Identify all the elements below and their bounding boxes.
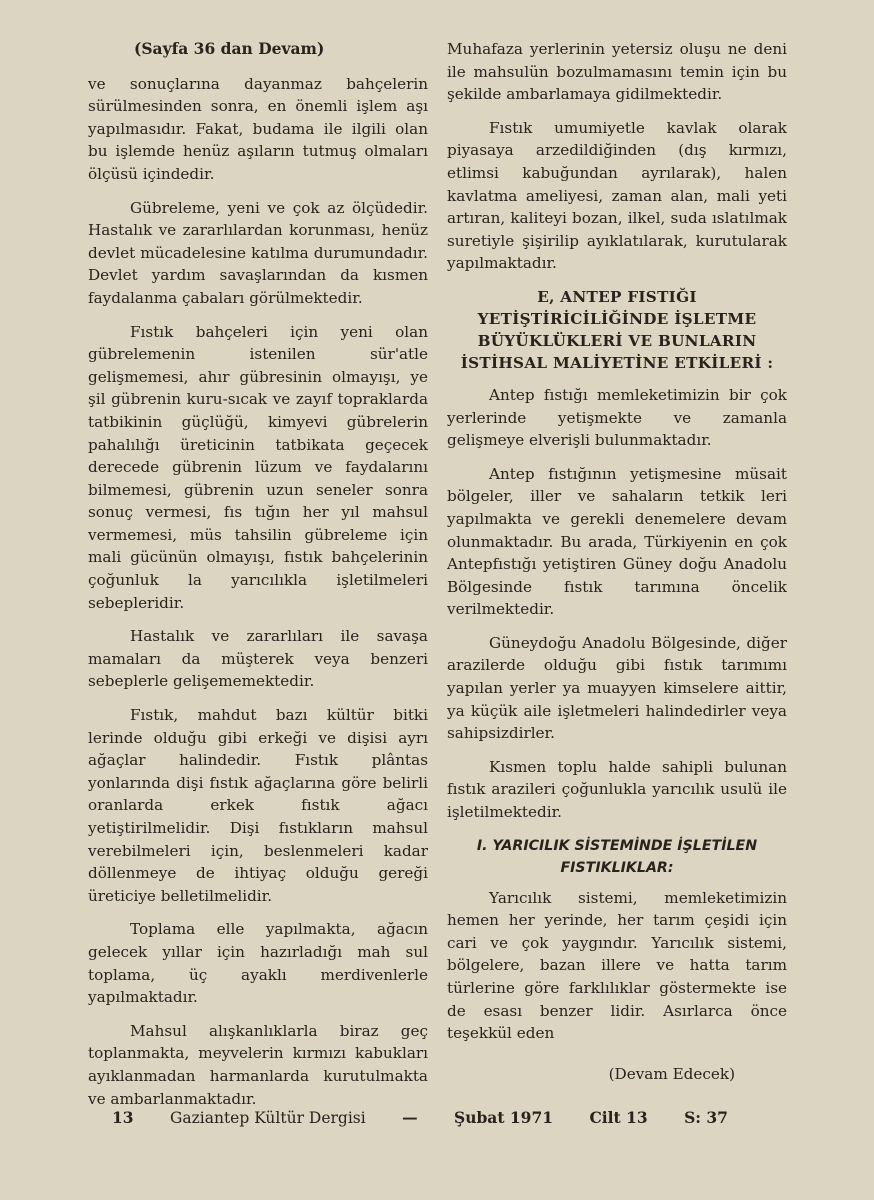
paragraph: Güneydoğu Anadolu Bölgesinde, diğer arazilerde olduğu gibi fıstık tarımımı yapılan yerler ya muayyen kimselere aittir, ya küçük aile işletmeleri halindedirler veya sahipsizdirler.: [447, 633, 787, 743]
paragraph: Antep fıstığı memleketimizin bir çok yerlerinde yetişmekte ve zamanla gelişmeye elverişli bulunmaktadır.: [447, 385, 787, 450]
paragraph: Fıstık umumiyetle kavlak olarak piyasaya arzedildiğinden (dış kırmızı, etlimsi kabuğundan ayrılarak), halen kavlatma ameliyesi, zaman alan, mali yeti artıran, kaliteyi bozan, ilkel, suda ıslatılmak suretiyle şişirilip ayıklatılarak, kurutularak yapılmaktadır.: [447, 118, 787, 273]
page-number: 13: [112, 1108, 134, 1127]
paragraph: Toplama elle yapılmakta, ağacın gelecek yıllar için hazırladığı mah sul toplama, üç ayaklı merdivenlerle yapılmaktadır.: [88, 920, 428, 1007]
issue-number: S: 37: [684, 1108, 728, 1127]
continued-note: (Devam Edecek): [608, 1064, 735, 1083]
paragraph: Fıstık, mahdut bazı kültür bitki lerinde olduğu gibi erkeği ve dişisi ayrı ağaçlar halindedir. Fıstık plântas yonlarında dişi fıstık ağaçlarına göre belirli oranlarda erkek fıstık ağacı yetiştirilmelidir. Dişi fıstıkların mahsul verebilmeleri için, beslenmeleri kadar döllenmeye de ihtiyaç olduğu gereği üreticiye belletilmelidir.: [88, 706, 428, 905]
page-footer: [112, 1108, 728, 1127]
paragraph: Hastalık ve zararlıları ile savaşa mamaları da müşterek veya benzeri sebeplerle gelişememektedir.: [88, 627, 428, 691]
volume: Cilt 13: [589, 1108, 648, 1127]
paragraph: Kısmen toplu halde sahipli bulunan fıstık arazileri çoğunlukla yarıcılık usulü ile işletilmektedir.: [447, 757, 787, 822]
paragraph: Muhafaza yerlerinin yetersiz oluşu ne deni ile mahsulün bozulmamasını temin için bu şekilde ambarlamaya gidilmektedir.: [447, 40, 787, 104]
paragraph: Fıstık bahçeleri için yeni olan gübrelemenin istenilen sür'atle gelişmemesi, ahır gübresinin olmayışı, ye şil gübrenin kuru-sıcak ve zayıf topraklarda tatbikinin güçlüğü, kimyevi gübrelerin pahalılığı üreticinin tatbikata geçecek derecede gübrenin lüzum ve faydalarını bilmemesi, gübrenin uzun seneler sonra sonuç vermesi, fıs tığın her yıl mahsul vermemesi, müs tahsilin gübreleme için mali gücünün olmayışı, fıstık bahçelerinin çoğunluk la yarıcılıkla işletilmeleri sebepleridir.: [88, 322, 428, 612]
paragraph: ve sonuçlarına dayanmaz bahçelerin sürülmesinden sonra, en önemli işlem aşı yapılmasıdır. Fakat, budama ile ilgili olan bu işlemde henüz aşıların tutmuş olmaları ölçüsü içindedir.: [88, 74, 428, 183]
issue-date: Şubat 1971: [454, 1108, 554, 1127]
paragraph: Mahsul alışkanlıklarla biraz geç toplanmakta, meyvelerin kırmızı kabukları ayıklanmadan harmanlarda kurutulmakta ve ambarlanmaktadır.: [88, 1021, 428, 1108]
continuation-note: (Sayfa 36 dan Devam): [134, 39, 325, 58]
subsection-heading: I. YARICILIK SİSTEMİNDE İŞLETİLEN FISTIKLIKLAR:: [476, 837, 758, 876]
footer-separator: —: [402, 1108, 418, 1127]
right-column: [447, 38, 787, 1085]
journal-name: Gaziantep Kültür Dergisi: [169, 1109, 366, 1127]
paragraph: Yarıcılık sistemi, memleketimizin hemen her yerinde, her tarım çeşidi için cari ve çok yaygındır. Yarıcılık sistemi, bölgelere, bazan illere ve hatta tarım türlerine göre farklılıklar göstermekte ise de esası benzer lidir. Asırlarca önce teşekkül eden: [447, 888, 787, 1043]
paragraph: Antep fıstığının yetişmesine müsait bölgeler, iller ve sahaların tetkik leri yapılmakta ve gerekli denemelere devam olunmaktadır. Bu arada, Türkiyenin en çok Antepfıstığı yetiştiren Güney doğu Anadolu Bölgesinde fıstık tarımına öncelik verilmektedir.: [447, 464, 787, 619]
paragraph: Gübreleme, yeni ve çok az ölçüdedir. Hastalık ve zararlılardan korunması, henüz devlet mücadelesine katılma durumundadır. Devlet yardım savaşlarından da kısmen faydalanma çabaları görülmektedir.: [88, 198, 428, 307]
section-heading: E, ANTEP FISTIĞI YETİŞTİRİCİLİĞİNDE İŞLETME BÜYÜKLÜKLERİ VE BUNLARIN İSTİHSAL MALİYETİNE ETKİLERİ :: [460, 287, 774, 372]
left-column: [88, 38, 428, 1121]
